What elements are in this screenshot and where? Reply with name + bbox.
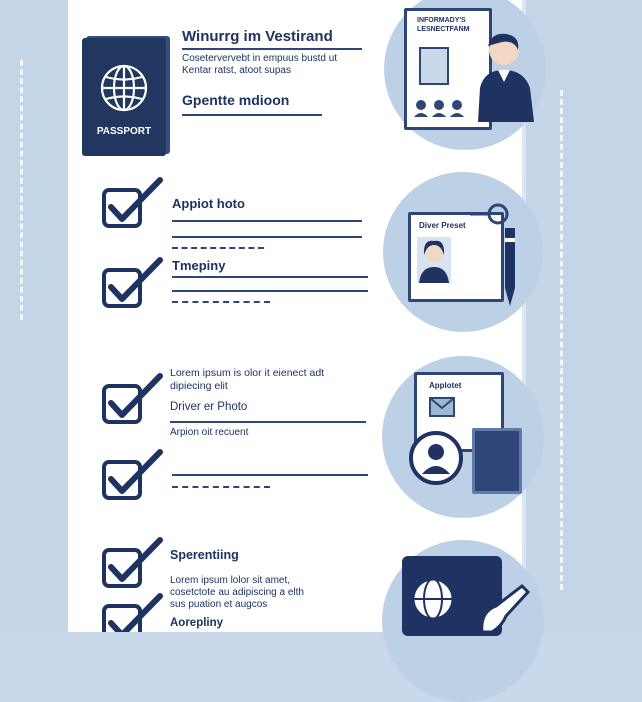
globe-icon [98, 62, 150, 114]
section-title: Winurrg im Vestirand [182, 28, 333, 45]
item-5-line2: cosetctote au adipiscing a elth [170, 587, 304, 598]
item-5-title: Sperentiing [170, 548, 239, 562]
document-header-line1: INFORMADY'S [417, 17, 466, 24]
item-1-title: Appiot hoto [172, 196, 245, 211]
item-1-dash-rule [172, 247, 264, 249]
pen-icon [497, 228, 523, 308]
section-subtitle-rule [182, 114, 322, 116]
dashed-path-right [560, 90, 563, 590]
passport-label: PASSPORT [96, 126, 152, 137]
photo-card [472, 428, 522, 494]
passport-booklet [82, 38, 166, 156]
section-title-rule [182, 48, 362, 50]
item-1-rule-a [172, 220, 362, 222]
item-4-dash-rule [172, 486, 270, 488]
applicant-person-icon [474, 30, 538, 122]
item-2-title: Tmepiny [172, 258, 226, 273]
item-3-rule [170, 421, 366, 423]
globe-icon-large [410, 576, 456, 622]
dashed-path-left [20, 60, 23, 320]
item-2-rule-b [172, 290, 368, 292]
checkbox-3[interactable] [98, 372, 164, 428]
item-5-line3: sus puation et augcos [170, 599, 268, 610]
checkbox-2[interactable] [98, 256, 164, 312]
checkbox-6[interactable] [98, 592, 164, 632]
item-6-title: Aorepliny [170, 617, 224, 629]
item-3-line1: Lorem ipsum is olor it eienect adt [170, 367, 325, 379]
section-body-line1: Cosetervervebt in empuus bustd ut [182, 53, 338, 64]
driver-document-title: Diver Preset [419, 221, 466, 230]
item-3-caption: Arpion oit recuent [170, 427, 249, 438]
key-icon [470, 202, 510, 226]
item-5-line1: Lorem ipsum lolor sit amet, [170, 575, 291, 586]
applicant-document-title: Applotet [429, 381, 462, 390]
left-background [0, 0, 68, 632]
photo-frame [419, 47, 449, 85]
hand-pen-icon [472, 582, 532, 632]
face-scan-icon [408, 430, 464, 486]
item-3-title: Driver er Photo [170, 401, 248, 413]
item-4-rule [172, 474, 368, 476]
checkbox-4[interactable] [98, 448, 164, 504]
item-1-rule-b [172, 236, 362, 238]
person-icon [413, 99, 473, 117]
section-subtitle: Gpentte mdioon [182, 92, 290, 108]
item-3-line2: dipiecing elit [170, 380, 228, 392]
item-2-dash-rule [172, 301, 270, 303]
document-header-line2: LESNECTFANM [417, 26, 470, 33]
checkbox-1[interactable] [98, 176, 164, 232]
checkbox-5[interactable] [98, 536, 164, 592]
envelope-icon [429, 397, 455, 417]
item-2-rule-a [172, 276, 368, 278]
driver-portrait-icon [417, 237, 451, 283]
section-body-line2: Kentar ratst, atoot supas [182, 65, 291, 76]
